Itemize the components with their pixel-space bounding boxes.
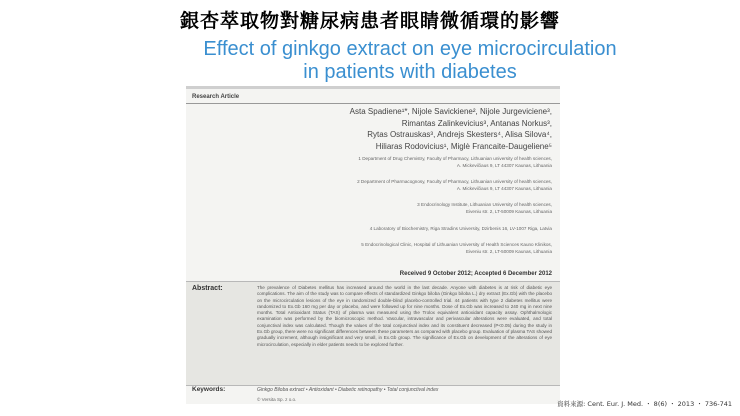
affiliation-line: 2 Department of Pharmacognosy, Faculty of Pharmacy, Lithuanian university of health sciences, <box>357 179 552 184</box>
received-dates: Received 9 October 2012; Accepted 6 December 2012 <box>399 271 552 277</box>
affiliation-line: 1 Department of Drug Chemistry, Faculty of Pharmacy, Lithuanian university of health sciences, <box>358 156 552 161</box>
author-line: Asta Spadiene¹*, Nijole Savickiene², Nijole Jurgeviciene³, <box>349 107 552 116</box>
affiliation-4 <box>252 226 552 233</box>
author-line: Hiliaras Rodovicius¹, Miglė Francaite-Daugeliene⁵ <box>375 141 552 151</box>
source-citation: 資料來源: Cent. Eur. J. Med. ・ 8(6) ・ 2013 ・ 736-741 <box>557 400 732 408</box>
paper-excerpt <box>186 86 560 404</box>
author-list <box>252 106 552 152</box>
affiliation-line: 4 Laboratory of Biochemistry, Riga Stradins University, Dzirbenis 16, LV-1007 Riga, Latvia <box>369 226 552 231</box>
affiliation-3 <box>252 202 552 215</box>
affiliation-2 <box>252 179 552 192</box>
title-en-line-1: Effect of ginkgo extract on eye microcirculation <box>203 38 617 60</box>
affiliation-line: A. Mickevičiaus 9, LT 44307 Kaunas, Lithuania <box>456 185 552 191</box>
abstract-text: The prevalence of Diabetes mellitus has increased around the world in the last decade. Anyone with diabetes is at risk of diabetic eye complications. The aim of the study was to compare effects of standardized Ginkgo biloba (Ginkgo biloba L.) dry extract (Ex.Gb) with the placebo on the microcirculation lesions of the eye in randomized double-blind placebo-controlled trial. 44 patients with type 2 diabetes mellitus were randomized to Ex.Gb 160 mg per day or placebo, and were followed up for nine months. Dose of Ex.Gb was increased to 240 mg in next nine months. Total Antioxidant Status (TAS) of plasma was measured using the Trolox equivalent antioxidant capacity assay. Ophthalmologic examination was performed by the biomicroscopic method. Vascular, intravascular and perivascular alterations were evaluated, and total conjunctival index was calculated. Though the values of the total conjunctival index and its constituent decreased (P<0.05) during the study in Ex.Gb group, there were no significant differences between these parameters as compared with placebo group. Evaluation of plasma TAS showed gradually increment, although insignificant and very small, in Ex.Gb group. The significance of Ex.Gb on development of the alterations of eye microcirculation, especially in elder patients needs to be explored further. <box>257 285 552 347</box>
article-type-label: Research Article <box>192 94 240 100</box>
affiliation-5 <box>252 242 552 255</box>
slide-title-chinese: 銀杏萃取物對糖尿病患者眼睛微循環的影響 <box>179 10 560 32</box>
affiliation-line: 3 Endocrinology Institute, Lithuanian University of health sciences, <box>417 202 552 207</box>
title-en-line-2: in patients with diabetes <box>303 61 517 83</box>
author-line: Rytas Ostrauskas³, Andrejs Skesters⁴, Alisa Silova⁴, <box>367 130 552 139</box>
slide-title-english <box>200 38 620 84</box>
abstract-box <box>186 281 560 386</box>
affiliation-line: Eiveniu str. 2, LT-50009 Kaunas, Lithuania <box>466 248 552 254</box>
keywords-label: Keywords: <box>192 386 226 393</box>
header-rule <box>186 103 560 104</box>
affiliation-line: A. Mickevičiaus 9, LT 44307 Kaunas, Lithuania <box>456 162 552 168</box>
affiliation-line: 5 Endocrinological Clinic, Hospital of Lithuanian University of Health Sciences Kauno Klinikos, <box>361 242 552 247</box>
author-line: Rimantas Zalinkevicius³, Antanas Norkus³, <box>401 118 552 128</box>
paper-top-bar <box>186 86 560 89</box>
affiliation-line: Eiveniu str. 2, LT-50009 Kaunas, Lithuania <box>466 208 552 214</box>
keywords-text: Ginkgo Biloba extract • Antioxidant • Diabetic retinopathy • Total conjunctival index <box>257 387 439 393</box>
abstract-label: Abstract: <box>192 285 223 292</box>
copyright-notice: © Versita Sp. z o.o. <box>257 397 297 402</box>
affiliation-1 <box>252 156 552 169</box>
